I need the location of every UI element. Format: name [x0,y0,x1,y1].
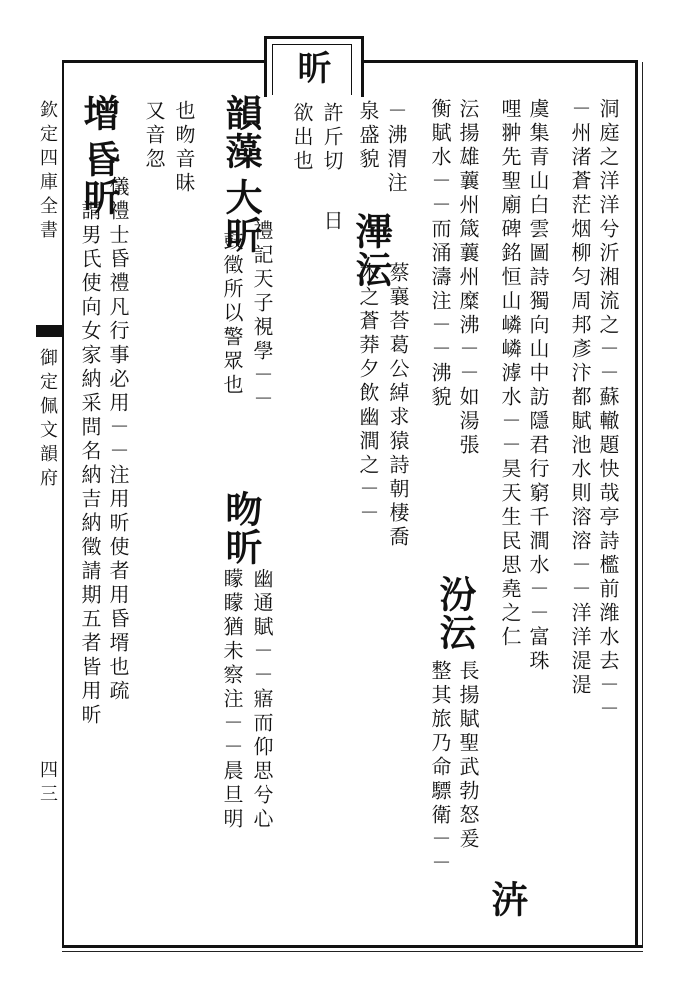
text-column: 虞集青山白雲圖詩獨向山中訪隱君行窮千澗水－－富珠 [526,98,550,674]
text-column: 木之蒼莽夕飲幽澗之－－ [356,262,380,526]
text-column: 鼓徵所以警眾也 [220,230,244,398]
text-column: 長揚賦聖武勃怒爰 [456,660,480,852]
text-column: 又音忽 [142,100,166,172]
text-column: 沄揚雄蘘州箴蘘州糜沸－－如湯張 [456,98,480,458]
headword: 昒昕 [219,490,263,566]
frame-top-border [62,60,267,63]
section-heading: 韻藻 [219,94,263,170]
text-column: 謂男氏使向女家納采問名納吉納徵請期五者皆用昕 [78,200,102,728]
text-column: 儀禮士昏禮凡行事必用－－注用昕使者用昏壻也疏 [106,176,130,704]
margin-page-number: 四三 [37,760,58,808]
headword: 汾沄 [433,575,477,651]
headword: 滭沄 [349,212,393,288]
margin-fish-tail [36,325,62,337]
headword: 泋 [485,880,529,918]
text-column: －州渚蒼茫烟柳匀周邦彥汴都賦池水則溶溶－－洋洋湜湜 [568,98,592,698]
text-column: 禮記天子視學－－ [250,220,274,412]
text-column: 幽通賦－－寤而仰思兮心 [250,568,274,832]
text-column: 矇矇猶未察注－－晨旦明 [220,568,244,832]
text-column: 洞庭之洋洋兮沂湘流之－－蘇轍題快哉亭詩檻前潍水去－－ [596,98,620,722]
section-heading: 增 [77,94,121,132]
frame-top-border [356,60,638,63]
text-column: 也昒音昧 [172,100,196,196]
frame-bottom-border [62,945,643,948]
frame-left-border [62,62,64,947]
headword: 昏昕 [77,140,121,216]
text-column: 欲出也 [290,102,314,174]
header-rhyme-char: 昕 [291,50,331,84]
text-column: 許斤切 [320,102,344,174]
frame-right-border [635,62,638,947]
margin-book-title: 欽定四庫全書 [37,100,58,244]
text-column: 日 [320,210,344,234]
frame-bottom-border-inner [62,951,643,952]
text-column: －沸渭注 [384,100,408,196]
text-column: 整其旅乃命驃衛－－ [428,660,452,876]
text-column: 衡賦水－－而涌濤注－－沸貌 [428,98,452,410]
text-column: 泉盛貌 [356,100,380,172]
text-column: 哩翀先聖廟碑銘恒山嶙嶙滹水－－昊天生民思堯之仁 [498,98,522,650]
margin-volume-title: 御定佩文韻府 [37,348,58,492]
frame-right-border-inner [642,62,643,947]
text-column: 蔡襄荅葛公綽求猿詩朝棲喬 [386,262,410,550]
headword: 大昕 [219,178,263,254]
